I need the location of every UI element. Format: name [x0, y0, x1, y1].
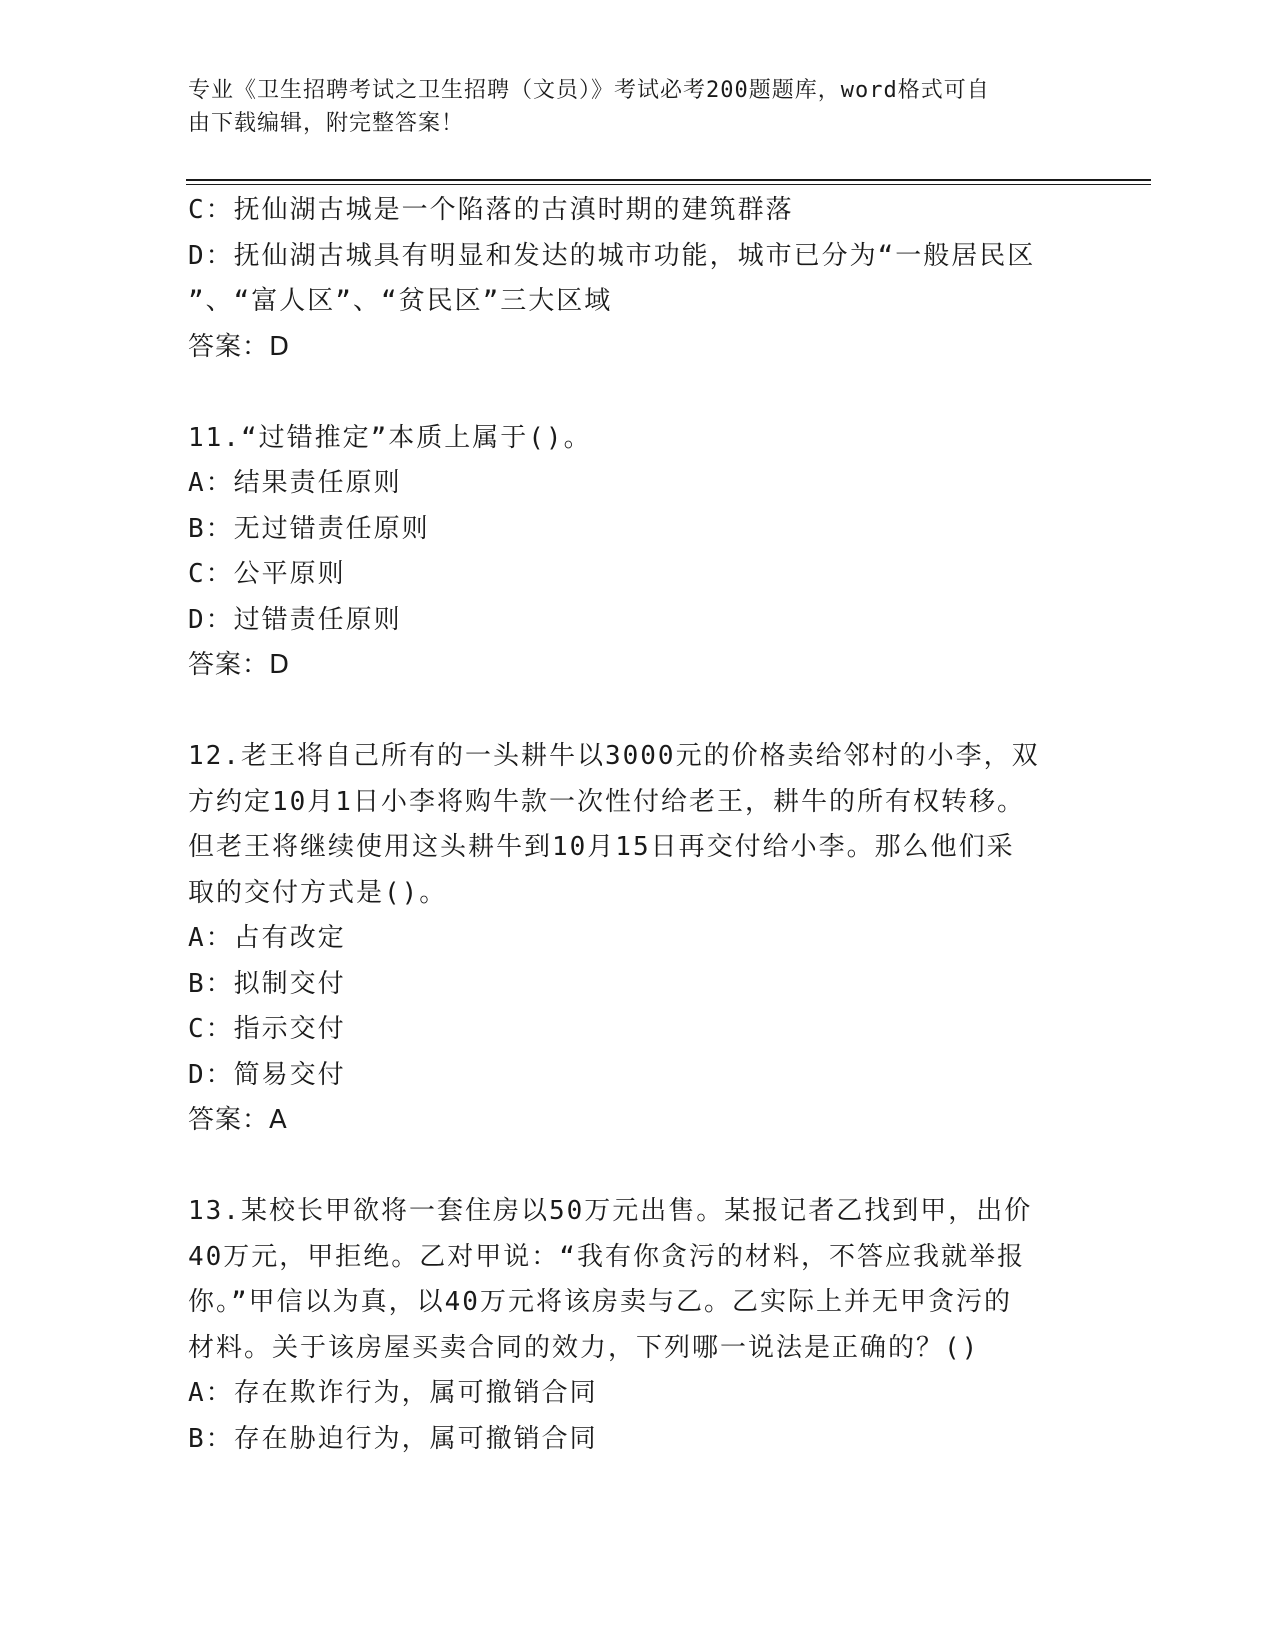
- spacer: [188, 1144, 1068, 1190]
- question-stem: 但老王将继续使用这头耕牛到10月15日再交付给小李。那么他们采: [188, 832, 1015, 862]
- question-stem: 13.某校长甲欲将一套住房以50万元出售。某报记者乙找到甲，出价: [188, 1196, 1033, 1226]
- header-divider: [186, 179, 1151, 181]
- question-12: [188, 734, 1068, 1144]
- question-13: [188, 1189, 1068, 1462]
- option-b: B：无过错责任原则: [188, 513, 430, 544]
- question-list: [188, 188, 1068, 1462]
- option-d: D：抚仙湖古城具有明显和发达的城市功能，城市已分为“一般居民区: [188, 240, 1036, 271]
- answer: 答案：D: [188, 331, 291, 362]
- option-d: D：简易交付: [188, 1059, 346, 1090]
- answer: 答案：A: [188, 1105, 288, 1135]
- question-10: [188, 188, 1068, 370]
- option-b: B：拟制交付: [188, 968, 346, 999]
- option-a: A：结果责任原则: [188, 468, 402, 498]
- option-b: B：存在胁迫行为，属可撤销合同: [188, 1423, 598, 1454]
- question-stem: 12.老王将自己所有的一头耕牛以3000元的价格卖给邻村的小李，双: [188, 741, 1040, 771]
- option-c: C：抚仙湖古城是一个陷落的古滇时期的建筑群落: [188, 195, 794, 225]
- option-d-continued: ”、“富人区”、“贫民区”三大区域: [188, 286, 613, 316]
- question-stem: 11.“过错推定”本质上属于()。: [188, 422, 592, 453]
- header-line: 专业《卫生招聘考试之卫生招聘（文员）》考试必考200题题库，word格式可自: [188, 78, 990, 103]
- option-a: A：存在欺诈行为，属可撤销合同: [188, 1378, 598, 1408]
- option-a: A：占有改定: [188, 923, 346, 953]
- document-header: [188, 74, 1068, 140]
- question-stem: 方约定10月1日小李将购牛款一次性付给老王，耕牛的所有权转移。: [188, 786, 1025, 817]
- answer: 答案：D: [188, 650, 291, 680]
- question-stem: 40万元，甲拒绝。乙对甲说：“我有你贪污的材料，不答应我就举报: [188, 1241, 1025, 1272]
- option-c: C：公平原则: [188, 559, 346, 589]
- spacer: [188, 370, 1068, 416]
- question-stem: 取的交付方式是()。: [188, 877, 448, 908]
- header-divider-thin: [186, 184, 1151, 185]
- question-11: [188, 416, 1068, 689]
- option-d: D：过错责任原则: [188, 604, 402, 635]
- question-stem: 材料。关于该房屋买卖合同的效力，下列哪一说法是正确的？(): [188, 1332, 980, 1363]
- option-c: C：指示交付: [188, 1014, 346, 1044]
- question-stem: 你。”甲信以为真，以40万元将该房卖与乙。乙实际上并无甲贪污的: [188, 1287, 1012, 1317]
- spacer: [188, 689, 1068, 735]
- header-line: 由下载编辑，附完整答案！: [188, 111, 465, 136]
